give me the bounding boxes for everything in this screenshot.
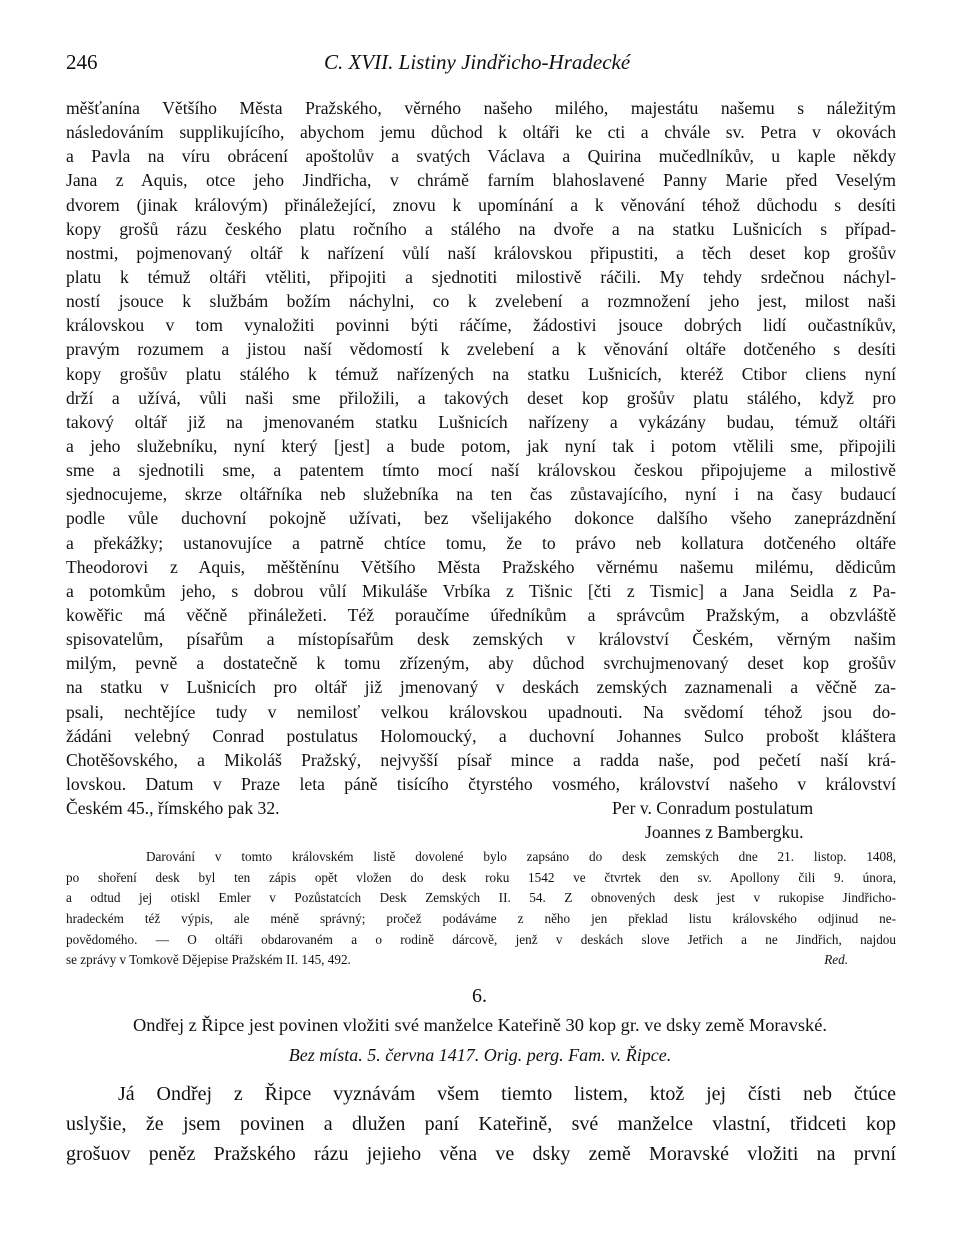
document-dating: Bez místa. 5. června 1417. Orig. perg. Fam. v. Řipce. (288, 1045, 672, 1065)
body-line: milým, pevně a dostatečně k tomu zřízeným, aby důchod svrchujmenovaný deset kop grošův (66, 653, 896, 674)
document-text-line: Já Ondřej z Řipce vyznávám všem tiemto listem, ktož jej čísti neb čtúce (118, 1083, 896, 1105)
document-text-line: grošuov peněz Pražského rázu jejieho věna ve dsky země Moravské vložiti na první (66, 1143, 896, 1165)
body-line: takový oltář již na jmenovaném statku Lušnicích nařízeny a vykázány budau, témuž oltáři (66, 411, 896, 432)
body-line: Jana z Aquis, otce jeho Jindřicha, v chrámě farním blahoslavené Panny Marie před Veselým (66, 170, 896, 191)
editor-mark: Red. (824, 952, 848, 968)
body-line: ností jsouce k službám božím náchylni, co k zvelebení a rozmnožení jeho jest, milost naši (66, 291, 896, 312)
body-line: Českém 45., římského pak 32. (66, 798, 280, 819)
body-line: nostmi, pojmenovaný oltář k nařízení vůlí naší královskou připustiti, a těch deset kop grošův (66, 242, 896, 263)
body-line: drží a užívá, vůli naši sme přiložili, a takových deset kop grošův platu stálého, když pro (66, 387, 896, 408)
body-line: žádáni velebný Conrad postulatus Holomoucký, a duchovní Johannes Sulco probošt kláštera (66, 725, 896, 746)
body-line: a překážky; ustanovujíce a patrně chtíce tomu, že to právo neb kollatura dotčeného oltáře (66, 532, 896, 553)
document-number: 6. (472, 985, 487, 1007)
body-line: na statku v Lušnicích pro oltář již jmenovaný v deskách zemských zaznamenali a věčně za- (66, 677, 896, 698)
footnote-line: povědomého. — O oltáři obdarovaném a o rodině dárcově, jenž v deskách slove Jetřich a ne Jindřich, najdou (66, 931, 896, 947)
body-line: a jeho služebníku, nyní který [jest] a bude potom, jak nyní tak i potom vtělili sme, připojili (66, 435, 896, 456)
footnote-line: a odtud jej otiskl Emler v Pozůstatcích Desk Zemských II. 54. Z obnovených desk jest v rukopise Jindřicho- (66, 890, 896, 906)
signature-line-2: Joannes z Bambergku. (645, 822, 804, 842)
body-line: spisovatelům, písařům a místopísařům desk zemských v království Českém, věrným našim (66, 629, 896, 650)
body-line: psali, nechtějíce tudy v nemilosť velkou královskou upadnouti. Na svědomí téhož jsou do- (66, 701, 896, 722)
document-title: Ondřej z Řipce jest povinen vložiti své manželce Kateřině 30 kop gr. ve dsky země Moravské. (132, 1015, 828, 1035)
page-number: 246 (66, 50, 98, 74)
footnote-line: hradeckém též výpis, ale méně správný; pročež podáváme z něho jen překlad listu královského odjinud ne- (66, 911, 896, 927)
body-line: královskou v tom vynaložiti povinni býti ráčíme, žádostivi jsouce dobrých lidí oučastníkův, (66, 315, 896, 336)
signature-line-1: Per v. Conradum postulatum (612, 798, 814, 818)
body-line: sme a sjednotili sme, a patentem tímto mocí naší královskou českou připojujeme a milostivě (66, 460, 896, 481)
body-line: sjednocujeme, skrze oltářníka neb služebníka na ten čas zůstavajícího, nyní i na časy budaucí (66, 484, 896, 505)
body-line: kopy grošův platu stálého k témuž nařízených na statku Lušnicích, kteréž Ctibor cliens nyní (66, 363, 896, 384)
body-line: Theodorovi z Aquis, měštěnínu Většího Města Pražského věrnému našemu milému, dědicům (66, 556, 896, 577)
body-line: dvorem (jinak královým) přináležející, znovu k upomínání a k věnování téhož důchodu s desíti (66, 194, 896, 215)
document-text (66, 1079, 896, 1169)
body-line: následováním supplikujícího, abychom jemu důchod k oltáři ke cti a chvále sv. Petra v okovách (66, 122, 896, 143)
body-line: měšťanína Většího Města Pražského, věrného našeho milého, majestátu našemu s náležitým (66, 98, 896, 118)
footnote-line: se zprávy v Tomkově Dějepise Pražském II. 145, 492. (66, 952, 351, 968)
running-title: C. XVII. Listiny Jindřicho-Hradecké (324, 50, 631, 74)
charter-body-text (66, 96, 896, 820)
body-line: lovskou. Datum v Praze leta páně tisícího čtyrstého vosmého, království našeho v království (66, 773, 896, 794)
footnote-last-line (66, 950, 896, 971)
body-line: platu k témuž oltáři vtěliti, připojiti a sjednotiti milostivě ráčili. My tehdy srdečnou náchyl- (66, 266, 896, 287)
page-header (66, 50, 896, 80)
body-line: Chotěšovského, a Mikoláš Pražský, nejvyšší písař mince a radda naše, pod pečetí naší krá- (66, 749, 896, 770)
document-text-line: uslyšie, že jsem povinen a dlužen paní Kateřině, své manželce vlastní, třidceti kop (66, 1113, 896, 1135)
body-line: kowěřic má věčně přináležeti. Též poraučíme úředníkům a správcům Pražským, a obzvláště (66, 604, 896, 625)
body-line: pravým rozumem a jistou naší vědomostí k zvelebení a k věnování oltáře dotčeného s desíti (66, 339, 896, 360)
body-line: a potomkům jeho, s dobrou vůlí Mikuláše Vrbíka z Tišnic [čti z Tismic] a Jana Seidla z Pa- (66, 580, 896, 601)
editorial-footnote (66, 847, 896, 971)
body-line: a Pavla na víru obrácení apoštolův a svatých Václava a Quirina mučedlníkův, u kaple někdy (66, 146, 896, 167)
footnote-line: Darování v tomto královském listě dovolené bylo zapsáno do desk zemských dne 21. listop. 1408, (146, 849, 896, 864)
body-line: podle vůle duchovní pokojně užívati, bez všelijakého dokonce dalšího všeho zaneprázdnění (66, 508, 896, 529)
body-line: kopy grošů rázu českého platu ročního a stálého na dvoře a na statku Lušnicích s případ- (66, 218, 896, 239)
footnote-line: po shoření desk byl ten zápis opět vložen do desk roku 1542 ve čtvrtek den sv. Apollony čili 9. února, (66, 869, 896, 885)
